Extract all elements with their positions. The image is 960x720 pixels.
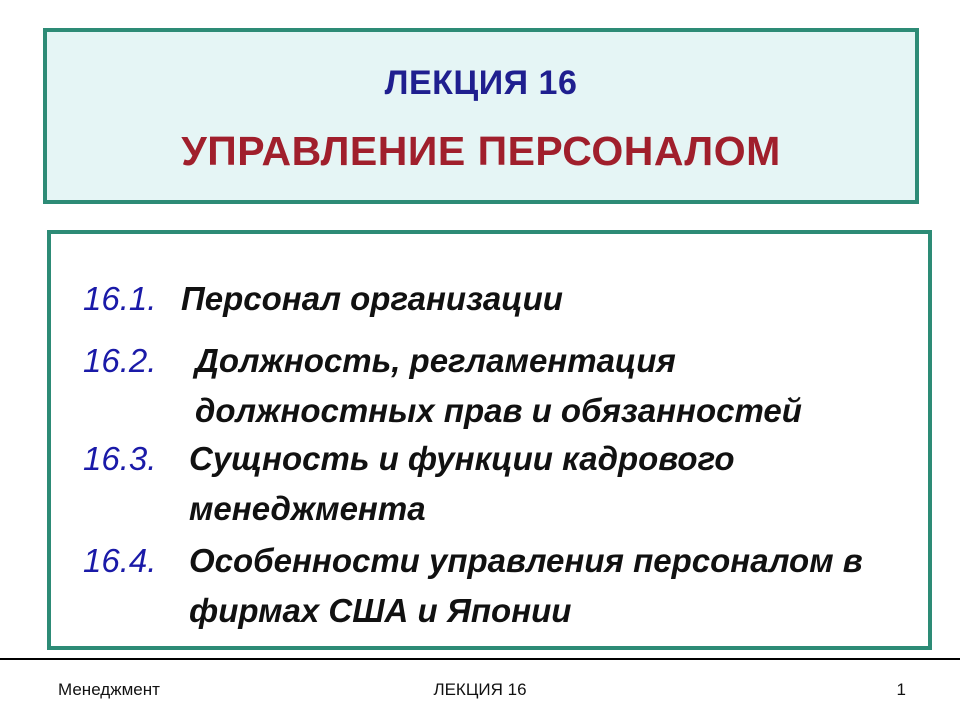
lecture-title: ЛЕКЦИЯ 16 [384, 64, 578, 102]
list-item [83, 336, 913, 436]
list-item [83, 274, 913, 324]
topic-title: УПРАВЛЕНИЕ ПЕРСОНАЛОМ [181, 128, 781, 174]
item-number: 16.3. [83, 440, 157, 477]
footer-lecture: ЛЕКЦИЯ 16 [433, 680, 527, 699]
list-item [83, 536, 913, 636]
item-text: Особенности управления персоналом в фирмах США и Японии [189, 542, 863, 629]
item-text: Должность, регламентация должностных прав и обязанностей [195, 342, 802, 429]
item-number: 16.1. [83, 280, 157, 317]
page-number: 1 [896, 680, 906, 699]
contents-box [47, 230, 932, 650]
footer-course: Менеджмент [58, 680, 160, 699]
item-text: Сущность и функции кадрового менеджмента [189, 440, 735, 527]
item-text: Персонал организации [181, 280, 563, 317]
list-item [83, 434, 913, 534]
item-number: 16.4. [83, 542, 157, 579]
item-number: 16.2. [83, 342, 157, 379]
footer-divider [0, 658, 960, 660]
title-box [43, 28, 919, 204]
